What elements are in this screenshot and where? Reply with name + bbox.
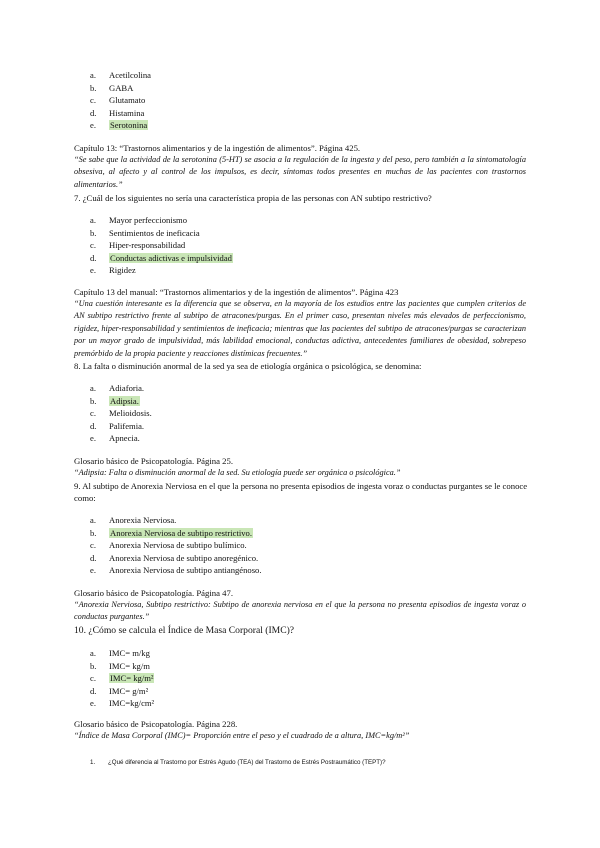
option-d: d. Anorexia Nerviosa de subtipo anoregénico. <box>90 552 259 563</box>
option-d: d. IMC= g/m² <box>90 685 149 696</box>
option-e: e. Anorexia Nerviosa de subtipo antiangénoso. <box>90 565 262 575</box>
options-list-q8 <box>90 382 152 445</box>
option-a: a. Anorexia Nerviosa. <box>90 515 177 525</box>
option-a: a. IMC= m/kg <box>90 648 150 658</box>
option-e: e. Apnecia. <box>90 433 140 443</box>
option-b: b. GABA <box>90 82 134 93</box>
question-8: 8. La falta o disminución anormal de la sed ya sea de etiología orgánica o psicológica, se denomina: <box>74 361 422 371</box>
quote-q9: “Anorexia Nerviosa, Subtipo restrictivo: Subtipo de anorexia nerviosa en el que la persona no presenta episodios de ingesta voraz o conductas purgantes.” <box>74 600 526 622</box>
option-c: c. Anorexia Nerviosa de subtipo bulímico. <box>90 540 247 550</box>
option-b-correct: b. Adipsia. <box>90 395 139 406</box>
question-10: 10. ¿Cómo se calcula el Índice de Masa Corporal (IMC)? <box>74 625 295 636</box>
quote-q7: “Una cuestión interesante es la diferencia que se observa, en la mayoría de los estudios entre las pacientes que cumplen criterios de AN subtipo restrictivo frente al subtipo de atracones/purgas. En el primer caso, presentan niveles más elevados de perfeccionismo, rigidez, hiper-responsabilidad y sentimientos de ineficacia; mientras que las pacientes del subtipo de atracones/purgas se caracterizan por un mayor grado de impulsividad, más labilidad emocional, conductas adictiva, antecedentes familiares de obesidad, sobrepeso premórbido de la propia paciente y reacciones distímicas frecuentes.” <box>74 299 526 358</box>
options-list-q10 <box>90 647 154 710</box>
question-number: 1. <box>90 759 96 766</box>
question-text: ¿Qué diferencia al Trastorno por Estrés Agudo (TEA) del Trastorno de Estrés Postraumático (TEPT)? <box>108 759 386 766</box>
option-e: e. IMC=kg/cm² <box>90 698 155 708</box>
quote-q8: “Adipsia: Falta o disminución anormal de la sed. Su etiología puede ser orgánica o psicológica.” <box>74 468 401 477</box>
question-7: 7. ¿Cuál de los siguientes no sería una característica propia de las personas con AN subtipo restrictivo? <box>74 193 432 203</box>
option-d: d. Palifemia. <box>90 420 145 431</box>
option-b: b. Sentimientos de ineficacia <box>90 227 200 238</box>
quote-q10: “Índice de Masa Corporal (IMC)= Proporción entre el peso y el cuadrado de a altura, IMC=kg/m²” <box>74 731 410 740</box>
option-d-correct: d. Conductas adictivas e impulsividad <box>90 252 232 263</box>
option-a: a. Mayor perfeccionismo <box>90 215 188 225</box>
option-b: b. IMC= kg/m <box>90 660 150 671</box>
reference-q9: Glosario básico de Psicopatología. Página 47. <box>74 588 234 598</box>
reference-q6: Capítulo 13: “Trastornos alimentarios y de la ingestión de alimentos”. Página 425. <box>74 143 361 153</box>
option-e: e. Rigidez <box>90 265 136 275</box>
question-11 <box>90 758 386 768</box>
option-c: c. Melioidosis. <box>90 408 152 418</box>
option-c: c. Hiper-responsabilidad <box>90 240 186 250</box>
quote-q6: “Se sabe que la actividad de la serotonina (5-HT) se asocia a la regulación de la ingesta y del peso, pero también a la sintomatología obsesiva, al afecto y al control de los impulsos, es decir, síntomas todos presentes en muchas de las pacientes con trastornos alimentarios.” <box>74 155 526 189</box>
reference-q8: Glosario básico de Psicopatología. Página 25. <box>74 456 234 466</box>
option-e-correct: e. Serotonina <box>90 120 148 130</box>
options-list-q9 <box>90 514 262 577</box>
reference-q7: Capítulo 13 del manual: “Trastornos alimentarios y de la ingestión de alimentos”. Página 423 <box>74 287 399 297</box>
question-9: 9. Al subtipo de Anorexia Nerviosa en el que la persona no presenta episodios de ingesta voraz o conductas purgantes se le conoce como: <box>74 481 528 503</box>
options-list-q6 <box>90 69 151 132</box>
option-c-correct: c. IMC= kg/m² <box>90 673 154 683</box>
option-c: c. Glutamato <box>90 95 146 105</box>
option-a: a. Acetilcolina <box>90 70 151 80</box>
options-list-q7 <box>90 214 233 277</box>
option-b-correct: b. Anorexia Nerviosa de subtipo restrictivo. <box>90 527 252 538</box>
reference-q10: Glosario básico de Psicopatología. Página 228. <box>74 719 238 729</box>
option-d: d. Histamina <box>90 107 145 118</box>
option-a: a. Adiaforia. <box>90 383 145 393</box>
